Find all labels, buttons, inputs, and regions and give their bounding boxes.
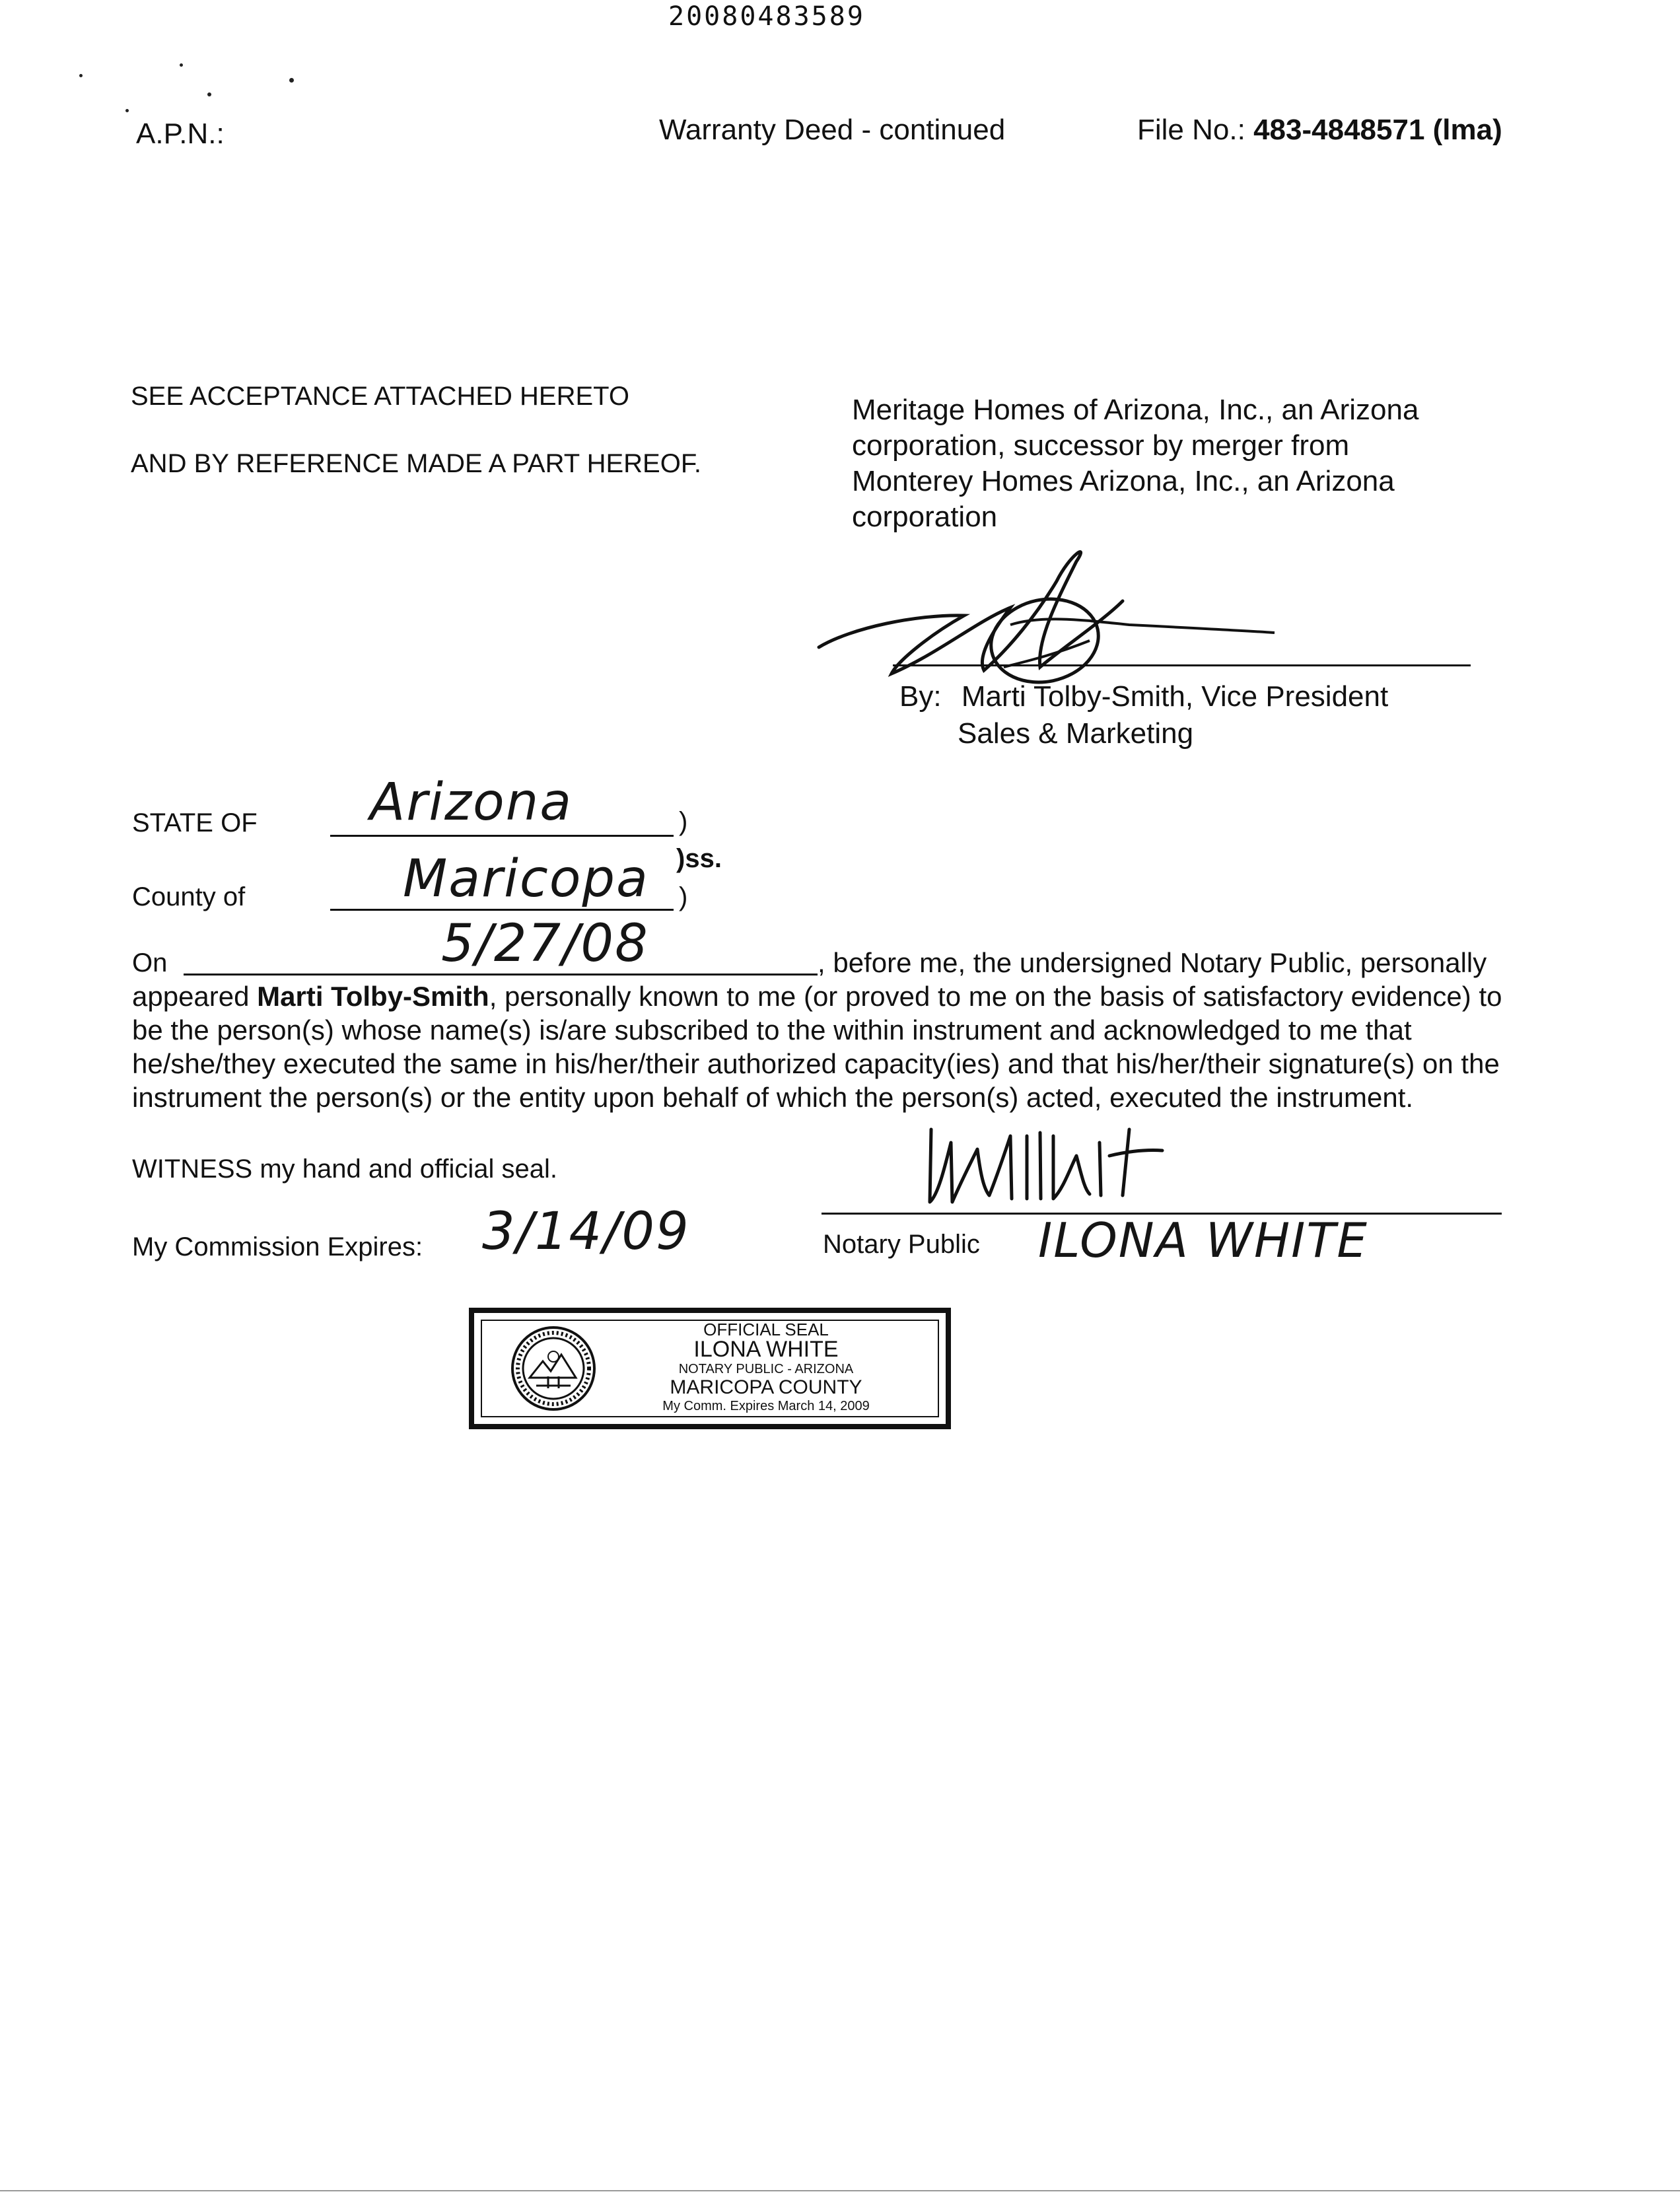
ack-signer-name: Marti Tolby-Smith <box>257 981 489 1012</box>
seal-line-expires: My Comm. Expires March 14, 2009 <box>662 1399 870 1413</box>
by-label: By: <box>899 680 942 713</box>
state-label: STATE OF <box>132 808 258 837</box>
official-seal-stamp <box>469 1308 951 1429</box>
file-number <box>1137 114 1502 147</box>
county-value-handwritten: Maricopa <box>403 849 649 909</box>
signed-by <box>899 680 1388 713</box>
grantor-block <box>852 392 1418 535</box>
acknowledgment-paragraph <box>132 946 1552 1114</box>
file-label: File No.: <box>1137 114 1245 146</box>
signer-name: Marti Tolby-Smith, Vice President <box>961 680 1389 713</box>
scan-speck <box>289 78 294 83</box>
seal-line-county: MARICOPA COUNTY <box>670 1376 862 1398</box>
date-handwritten: 5/27/08 <box>441 914 649 974</box>
scan-artifact-line <box>0 2190 1680 2191</box>
ack-line <box>132 946 1552 979</box>
commission-label: My Commission Expires: <box>132 1232 423 1261</box>
ss-label: )ss. <box>676 844 722 873</box>
county-paren: ) <box>679 882 688 911</box>
ack-line: he/she/they executed the same in his/her/their authorized capacity(ies) and that his/her/their signature(s) on the <box>132 1048 1500 1079</box>
commission-date-handwritten: 3/14/09 <box>482 1202 690 1261</box>
scan-speck <box>207 92 211 96</box>
state-value-handwritten: Arizona <box>370 773 573 832</box>
ack-line: instrument the person(s) or the entity upon behalf of which the person(s) acted, executed the instrument. <box>132 1082 1414 1113</box>
scan-speck <box>125 109 129 112</box>
reference-note: AND BY REFERENCE MADE A PART HEREOF. <box>131 449 701 478</box>
signer-title: Sales & Marketing <box>958 717 1194 750</box>
ack-line-2-prefix: appeared <box>132 981 258 1012</box>
ack-line-2-rest: , personally known to me (or proved to me on the basis of satisfactory evidence) to <box>489 981 1502 1012</box>
ack-line-1: , before me, the undersigned Notary Public, personally <box>818 947 1487 978</box>
ack-line <box>132 979 1552 1013</box>
arizona-state-seal-emblem <box>510 1325 597 1412</box>
state-paren: ) <box>679 807 688 836</box>
scan-speck <box>180 63 183 67</box>
grantor-line: corporation <box>852 501 998 533</box>
county-underline <box>330 909 674 911</box>
on-label: On <box>132 948 168 977</box>
grantor-line: corporation, successor by merger from <box>852 429 1350 462</box>
state-underline <box>330 835 674 837</box>
apn-label: A.P.N.: <box>136 118 225 150</box>
grantor-line: Meritage Homes of Arizona, Inc., an Arizona <box>852 394 1419 426</box>
seal-inner-border <box>481 1320 939 1417</box>
witness-text: WITNESS my hand and official seal. <box>132 1154 557 1184</box>
deed-title: Warranty Deed - continued <box>659 114 1006 146</box>
document-number: 20080483589 <box>668 1 865 32</box>
file-value: 483-4848571 (lma) <box>1253 114 1502 146</box>
seal-line-official: OFFICIAL SEAL <box>703 1320 829 1339</box>
seal-line-name: ILONA WHITE <box>693 1337 839 1362</box>
notary-printed-name-handwritten: ILONA WHITE <box>1038 1213 1368 1268</box>
notary-public-label: Notary Public <box>823 1230 980 1259</box>
ack-line: be the person(s) whose name(s) is/are subscribed to the within instrument and acknowledged to me that <box>132 1014 1412 1046</box>
notary-signature <box>911 1116 1215 1215</box>
grantor-signature-line <box>893 664 1471 666</box>
grantor-line: Monterey Homes Arizona, Inc., an Arizona <box>852 465 1395 497</box>
scan-speck <box>79 74 83 77</box>
county-label: County of <box>132 882 246 911</box>
acceptance-note: SEE ACCEPTANCE ATTACHED HERETO <box>131 382 629 411</box>
seal-line-notary: NOTARY PUBLIC - ARIZONA <box>678 1362 854 1376</box>
